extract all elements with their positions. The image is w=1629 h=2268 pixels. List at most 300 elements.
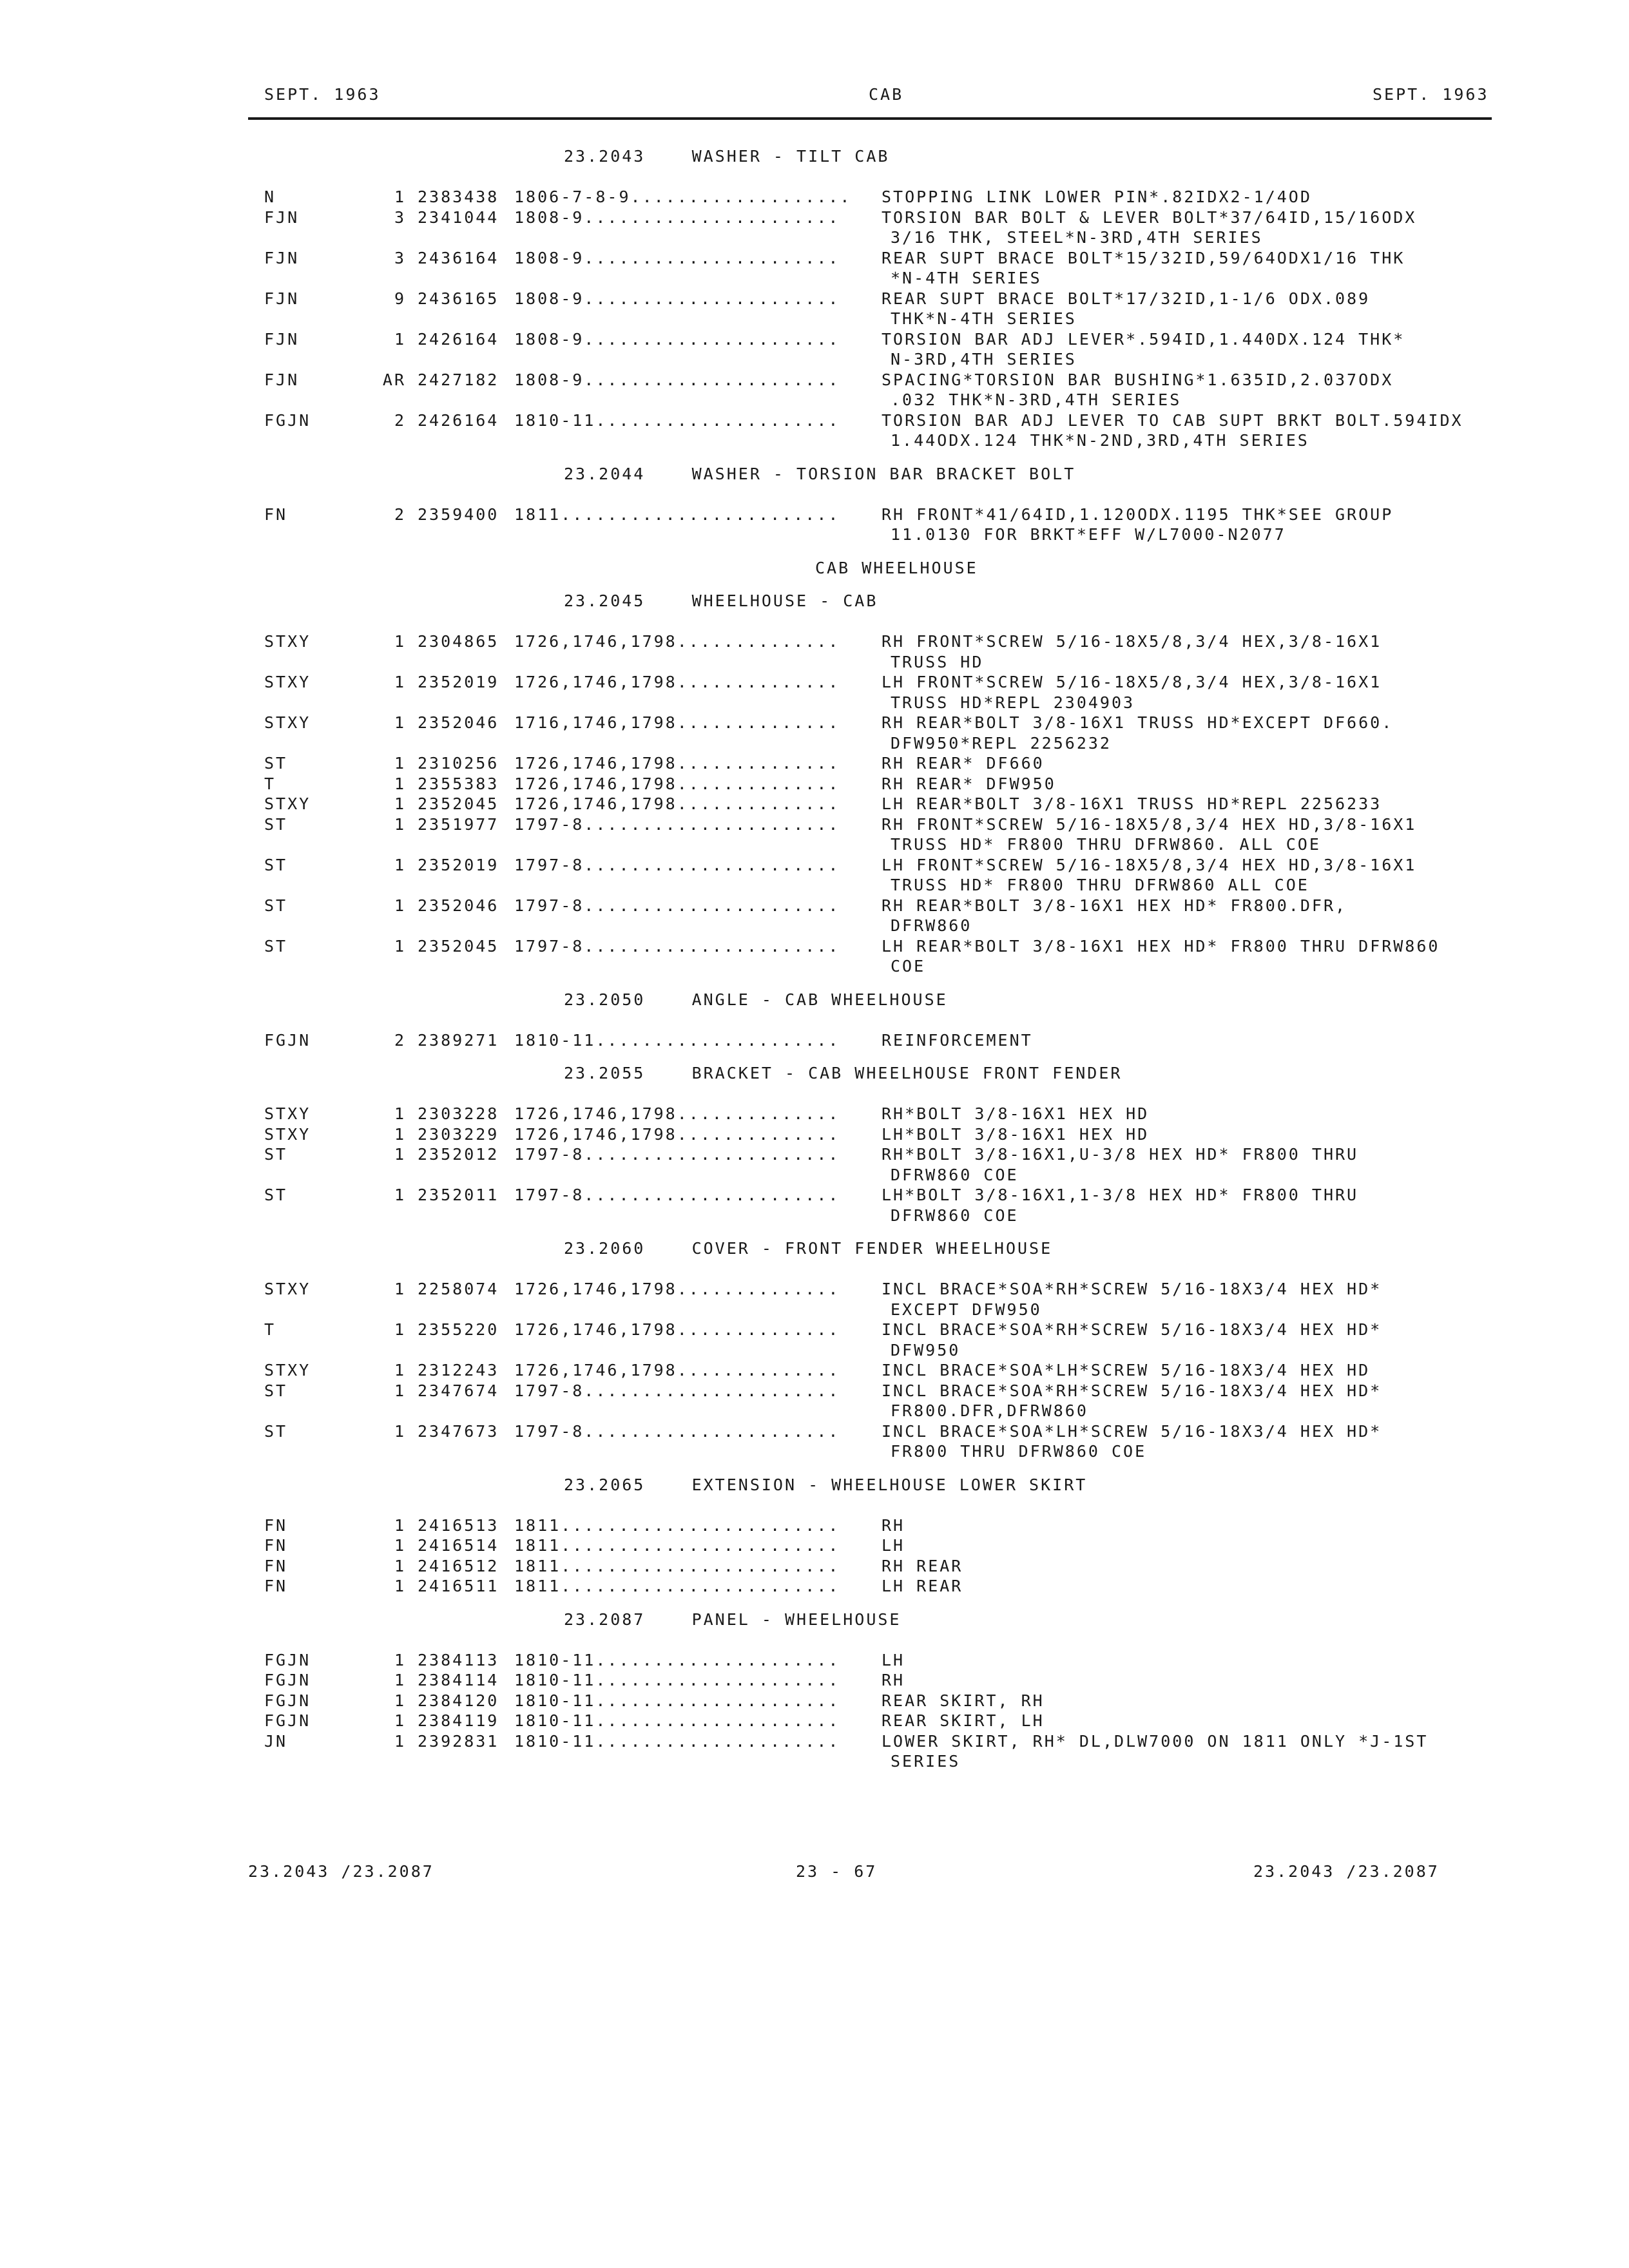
header-date-right: SEPT. 1963 <box>1373 85 1489 104</box>
part-number: 2426164 <box>418 329 499 349</box>
model-codes: STXY <box>264 632 311 651</box>
model-series: 1726,1746,1798.............. <box>514 1104 840 1123</box>
part-description: RH REAR*BOLT 3/8-16X1 TRUSS HD*EXCEPT DF660. <box>882 713 1394 732</box>
part-row <box>0 1651 1629 1671</box>
part-row-continued <box>0 693 1629 714</box>
part-description: LH*BOLT 3/8-16X1,1-3/8 HEX HD* FR800 THRU <box>882 1186 1359 1204</box>
model-codes: STXY <box>264 794 311 813</box>
model-series: 1811........................ <box>514 1536 840 1555</box>
part-number: 2347674 <box>418 1381 499 1400</box>
model-codes: ST <box>264 1381 288 1400</box>
quantity: 1 <box>394 1145 406 1164</box>
model-series: 1797-8...................... <box>514 1421 840 1441</box>
model-codes: ST <box>264 896 288 915</box>
footer-range-left: 23.2043 /23.2087 <box>248 1862 434 1881</box>
quantity: 1 <box>394 329 406 349</box>
quantity: 1 <box>394 1671 406 1689</box>
part-description: LH FRONT*SCREW 5/16-18X5/8,3/4 HEX,3/8-16X1 <box>882 673 1382 691</box>
model-series: 1726,1746,1798.............. <box>514 1124 840 1144</box>
part-description-continued: DFW950*REPL 2256232 <box>891 733 1112 753</box>
model-codes: ST <box>264 855 288 874</box>
model-codes: FN <box>264 1556 288 1575</box>
part-description: INCL BRACE*SOA*RH*SCREW 5/16-18X3/4 HEX HD* <box>882 1381 1382 1400</box>
quantity: 1 <box>394 1731 406 1751</box>
part-number: 2310256 <box>418 754 499 773</box>
part-description: LH REAR*BOLT 3/8-16X1 TRUSS HD*REPL 2256233 <box>882 794 1382 813</box>
quantity: 1 <box>394 1711 406 1730</box>
part-description: REAR SKIRT, LH <box>882 1711 1045 1730</box>
part-description: REAR SKIRT, RH <box>882 1691 1045 1710</box>
part-row <box>0 1361 1629 1381</box>
part-number: 2359400 <box>418 505 499 524</box>
part-number: 2352019 <box>418 673 499 691</box>
part-row-continued <box>0 734 1629 754</box>
quantity: 1 <box>394 1577 406 1595</box>
part-description: RH REAR <box>882 1556 963 1575</box>
part-row <box>0 937 1629 957</box>
model-series: 1808-9...................... <box>514 248 840 267</box>
part-row <box>0 208 1629 229</box>
group-heading <box>0 1475 1629 1496</box>
part-number: 2384113 <box>418 1650 499 1669</box>
quantity: AR <box>382 370 406 389</box>
model-series: 1811........................ <box>514 1577 840 1595</box>
spacer <box>0 485 1629 505</box>
part-description-continued: THK*N-4TH SERIES <box>891 309 1077 328</box>
part-row-continued <box>0 309 1629 330</box>
spacer <box>0 452 1629 465</box>
part-row <box>0 1577 1629 1597</box>
quantity: 1 <box>394 1691 406 1710</box>
model-codes: FJN <box>264 207 300 227</box>
model-codes: FGJN <box>264 1711 311 1730</box>
part-row-continued <box>0 1300 1629 1321</box>
parts-list <box>0 147 1629 1773</box>
part-row-continued <box>0 228 1629 249</box>
part-description-continued: TRUSS HD <box>891 652 984 671</box>
quantity: 1 <box>394 1104 406 1123</box>
part-number: 2347673 <box>418 1421 499 1441</box>
part-description-continued: TRUSS HD* FR800 THRU DFRW860. ALL COE <box>891 835 1321 854</box>
part-description-continued: FR800.DFR,DFRW860 <box>891 1401 1088 1420</box>
spacer <box>0 1597 1629 1610</box>
section-heading <box>0 559 1629 579</box>
part-row <box>0 1671 1629 1691</box>
header-section-title: CAB <box>869 85 904 104</box>
quantity: 2 <box>394 1030 406 1050</box>
part-row <box>0 1732 1629 1753</box>
model-codes: FGJN <box>264 1030 311 1050</box>
quantity: 1 <box>394 896 406 915</box>
part-number: 2303229 <box>418 1124 499 1144</box>
group-heading <box>0 1610 1629 1631</box>
part-row <box>0 505 1629 526</box>
part-row-continued <box>0 1166 1629 1186</box>
model-series: 1726,1746,1798.............. <box>514 754 840 773</box>
quantity: 1 <box>394 936 406 956</box>
part-row <box>0 713 1629 734</box>
part-description: LH REAR*BOLT 3/8-16X1 HEX HD* FR800 THRU DFRW860 <box>882 936 1440 956</box>
group-heading-text: 23.2044 WASHER - TORSION BAR BRACKET BOLT <box>564 464 1076 483</box>
part-description-continued: N-3RD,4TH SERIES <box>891 350 1077 369</box>
part-description-continued: 1.44ODX.124 THK*N-2ND,3RD,4TH SERIES <box>891 431 1309 450</box>
header-date-left: SEPT. 1963 <box>264 85 381 104</box>
part-number: 2392831 <box>418 1731 499 1751</box>
part-row-continued <box>0 525 1629 546</box>
part-description: INCL BRACE*SOA*LH*SCREW 5/16-18X3/4 HEX HD <box>882 1361 1371 1379</box>
model-series: 1797-8...................... <box>514 1145 840 1164</box>
part-description-continued: EXCEPT DFW950 <box>891 1300 1042 1319</box>
quantity: 1 <box>394 1280 406 1298</box>
part-number: 2436165 <box>418 289 499 308</box>
spacer <box>0 1630 1629 1651</box>
part-row-continued <box>0 350 1629 370</box>
group-heading-text: 23.2050 ANGLE - CAB WHEELHOUSE <box>564 990 948 1009</box>
model-codes: ST <box>264 754 288 773</box>
quantity: 1 <box>394 1515 406 1535</box>
part-description: REAR SUPT BRACE BOLT*15/32ID,59/64ODX1/16 THK <box>882 248 1405 267</box>
spacer <box>0 1226 1629 1239</box>
model-series: 1810-11..................... <box>514 1030 840 1050</box>
part-row-continued <box>0 390 1629 411</box>
group-heading <box>0 990 1629 1011</box>
spacer <box>0 1084 1629 1105</box>
header-rule <box>248 117 1492 120</box>
spacer <box>0 612 1629 633</box>
section-heading-text: CAB WHEELHOUSE <box>815 558 978 577</box>
spacer <box>0 1463 1629 1475</box>
model-series: 1810-11..................... <box>514 1650 840 1669</box>
part-description-continued: COE <box>891 957 926 975</box>
part-description: INCL BRACE*SOA*LH*SCREW 5/16-18X3/4 HEX HD* <box>882 1421 1382 1441</box>
group-heading-text: 23.2055 BRACKET - CAB WHEELHOUSE FRONT FENDER <box>564 1064 1123 1082</box>
part-number: 2416511 <box>418 1577 499 1595</box>
part-row-continued <box>0 269 1629 289</box>
model-codes: T <box>264 774 276 793</box>
part-row <box>0 1557 1629 1577</box>
model-codes: FGJN <box>264 1671 311 1689</box>
quantity: 1 <box>394 673 406 691</box>
model-series: 1797-8...................... <box>514 896 840 915</box>
group-heading-text: 23.2060 COVER - FRONT FENDER WHEELHOUSE <box>564 1239 1053 1258</box>
quantity: 2 <box>394 505 406 524</box>
part-description: RH REAR* DF660 <box>882 754 1045 773</box>
part-row <box>0 330 1629 351</box>
model-series: 1808-9...................... <box>514 289 840 308</box>
part-description: REINFORCEMENT <box>882 1030 1033 1050</box>
model-codes: FJN <box>264 289 300 308</box>
spacer <box>0 1260 1629 1280</box>
part-description: RH REAR*BOLT 3/8-16X1 HEX HD* FR800.DFR, <box>882 896 1347 915</box>
quantity: 1 <box>394 187 406 206</box>
model-codes: ST <box>264 1145 288 1164</box>
part-row <box>0 249 1629 269</box>
quantity: 1 <box>394 1124 406 1144</box>
quantity: 1 <box>394 1421 406 1441</box>
part-description-continued: *N-4TH SERIES <box>891 269 1042 287</box>
model-series: 1726,1746,1798.............. <box>514 1361 840 1379</box>
part-row-continued <box>0 1752 1629 1773</box>
part-description-continued: DFW950 <box>891 1340 961 1360</box>
part-number: 2436164 <box>418 248 499 267</box>
model-codes: FN <box>264 1577 288 1595</box>
part-description: TORSION BAR BOLT & LEVER BOLT*37/64ID,15/16ODX <box>882 207 1417 227</box>
part-number: 2416512 <box>418 1556 499 1575</box>
quantity: 1 <box>394 774 406 793</box>
model-series: 1726,1746,1798.............. <box>514 1320 840 1339</box>
part-row <box>0 1711 1629 1732</box>
part-row <box>0 1516 1629 1537</box>
model-series: 1726,1746,1798.............. <box>514 774 840 793</box>
part-number: 2416514 <box>418 1536 499 1555</box>
part-row <box>0 411 1629 432</box>
model-series: 1811........................ <box>514 1515 840 1535</box>
part-number: 2304865 <box>418 632 499 651</box>
part-row <box>0 370 1629 391</box>
part-description: RH FRONT*41/64ID,1.120ODX.1195 THK*SEE GROUP <box>882 505 1394 524</box>
part-description: TORSION BAR ADJ LEVER TO CAB SUPT BRKT BOLT.594IDX <box>882 410 1463 430</box>
part-number: 2426164 <box>418 410 499 430</box>
model-series: 1810-11..................... <box>514 1671 840 1689</box>
spacer <box>0 579 1629 591</box>
part-number: 2389271 <box>418 1030 499 1050</box>
part-description-continued: DFRW860 <box>891 916 972 935</box>
part-number: 2258074 <box>418 1280 499 1298</box>
model-series: 1810-11..................... <box>514 1691 840 1710</box>
part-description: LOWER SKIRT, RH* DL,DLW7000 ON 1811 ONLY *J-1ST <box>882 1731 1429 1751</box>
part-row-continued <box>0 1401 1629 1422</box>
part-number: 2355383 <box>418 774 499 793</box>
quantity: 1 <box>394 814 406 834</box>
spacer <box>0 168 1629 188</box>
model-codes: STXY <box>264 1104 311 1123</box>
quantity: 1 <box>394 794 406 813</box>
part-description: RH REAR* DFW950 <box>882 774 1056 793</box>
part-row <box>0 815 1629 836</box>
part-description: TORSION BAR ADJ LEVER*.594ID,1.440DX.124 THK* <box>882 329 1405 349</box>
part-description: LH FRONT*SCREW 5/16-18X5/8,3/4 HEX HD,3/8-16X1 <box>882 855 1417 874</box>
part-description: LH <box>882 1650 905 1669</box>
part-description: INCL BRACE*SOA*RH*SCREW 5/16-18X3/4 HEX HD* <box>882 1280 1382 1298</box>
model-series: 1797-8...................... <box>514 855 840 874</box>
model-series: 1806-7-8-9................... <box>514 187 852 206</box>
part-row-continued <box>0 1206 1629 1227</box>
part-row-continued <box>0 653 1629 673</box>
model-codes: STXY <box>264 1124 311 1144</box>
part-row-continued <box>0 1442 1629 1463</box>
part-row <box>0 187 1629 208</box>
part-description: RH*BOLT 3/8-16X1,U-3/8 HEX HD* FR800 THRU <box>882 1145 1359 1164</box>
part-number: 2355220 <box>418 1320 499 1339</box>
part-description: RH <box>882 1515 905 1535</box>
spacer <box>0 1051 1629 1064</box>
part-number: 2352045 <box>418 936 499 956</box>
part-description-continued: .032 THK*N-3RD,4TH SERIES <box>891 390 1182 409</box>
part-row <box>0 856 1629 876</box>
model-codes: FGJN <box>264 1691 311 1710</box>
spacer <box>0 546 1629 559</box>
part-description: REAR SUPT BRACE BOLT*17/32ID,1-1/6 ODX.089 <box>882 289 1371 308</box>
part-row-continued <box>0 1341 1629 1361</box>
quantity: 1 <box>394 1361 406 1379</box>
spacer <box>0 1495 1629 1516</box>
part-number: 2341044 <box>418 207 499 227</box>
model-series: 1808-9...................... <box>514 207 840 227</box>
group-heading-text: 23.2045 WHEELHOUSE - CAB <box>564 591 878 610</box>
part-description: INCL BRACE*SOA*RH*SCREW 5/16-18X3/4 HEX HD* <box>882 1320 1382 1339</box>
part-description-continued: FR800 THRU DFRW860 COE <box>891 1442 1147 1461</box>
model-series: 1726,1746,1798.............. <box>514 673 840 691</box>
part-row <box>0 1186 1629 1206</box>
part-row <box>0 1536 1629 1557</box>
part-row <box>0 1145 1629 1166</box>
part-row <box>0 754 1629 774</box>
model-codes: ST <box>264 1421 288 1441</box>
model-codes: JN <box>264 1731 288 1751</box>
part-description-continued: 11.0130 FOR BRKT*EFF W/L7000-N2077 <box>891 525 1286 544</box>
model-series: 1726,1746,1798.............. <box>514 632 840 651</box>
model-series: 1726,1746,1798.............. <box>514 1280 840 1298</box>
part-row <box>0 1691 1629 1712</box>
part-description: RH FRONT*SCREW 5/16-18X5/8,3/4 HEX HD,3/8-16X1 <box>882 814 1417 834</box>
model-series: 1810-11..................... <box>514 1731 840 1751</box>
part-number: 2352046 <box>418 713 499 732</box>
part-description: STOPPING LINK LOWER PIN*.82IDX2-1/4OD <box>882 187 1312 206</box>
part-description: LH*BOLT 3/8-16X1 HEX HD <box>882 1124 1150 1144</box>
model-codes: FGJN <box>264 1650 311 1669</box>
model-codes: FN <box>264 1515 288 1535</box>
quantity: 1 <box>394 1650 406 1669</box>
part-row <box>0 1125 1629 1146</box>
part-number: 2352046 <box>418 896 499 915</box>
part-description: RH <box>882 1671 905 1689</box>
part-number: 2312243 <box>418 1361 499 1379</box>
quantity: 1 <box>394 754 406 773</box>
model-series: 1797-8...................... <box>514 814 840 834</box>
model-series: 1797-8...................... <box>514 1186 840 1204</box>
quantity: 1 <box>394 632 406 651</box>
part-row <box>0 1031 1629 1052</box>
group-heading <box>0 1239 1629 1260</box>
model-codes: FN <box>264 505 288 524</box>
part-number: 2352019 <box>418 855 499 874</box>
part-row <box>0 1381 1629 1402</box>
quantity: 1 <box>394 1556 406 1575</box>
model-codes: STXY <box>264 673 311 691</box>
part-number: 2416513 <box>418 1515 499 1535</box>
part-row-continued <box>0 431 1629 452</box>
part-row <box>0 774 1629 795</box>
quantity: 3 <box>394 207 406 227</box>
part-row <box>0 289 1629 310</box>
quantity: 9 <box>394 289 406 308</box>
part-row <box>0 1422 1629 1443</box>
part-row-continued <box>0 876 1629 896</box>
footer-range-right: 23.2043 /23.2087 <box>1253 1862 1440 1881</box>
part-number: 2427182 <box>418 370 499 389</box>
model-codes: ST <box>264 936 288 956</box>
part-description: RH*BOLT 3/8-16X1 HEX HD <box>882 1104 1150 1123</box>
model-codes: FJN <box>264 370 300 389</box>
part-description-continued: DFRW860 COE <box>891 1165 1019 1184</box>
model-codes: FGJN <box>264 410 311 430</box>
part-number: 2384120 <box>418 1691 499 1710</box>
part-description: RH FRONT*SCREW 5/16-18X5/8,3/4 HEX,3/8-16X1 <box>882 632 1382 651</box>
model-series: 1726,1746,1798.............. <box>514 794 840 813</box>
part-row <box>0 1280 1629 1300</box>
quantity: 2 <box>394 410 406 430</box>
part-row <box>0 1104 1629 1125</box>
part-description: SPACING*TORSION BAR BUSHING*1.635ID,2.037ODX <box>882 370 1394 389</box>
group-heading-text: 23.2087 PANEL - WHEELHOUSE <box>564 1610 901 1629</box>
model-codes: ST <box>264 814 288 834</box>
model-codes: STXY <box>264 1280 311 1298</box>
part-number: 2384119 <box>418 1711 499 1730</box>
spacer <box>0 977 1629 990</box>
model-series: 1808-9...................... <box>514 329 840 349</box>
footer-page-number: 23 - 67 <box>796 1862 878 1881</box>
model-codes: FJN <box>264 329 300 349</box>
model-series: 1716,1746,1798.............. <box>514 713 840 732</box>
group-heading <box>0 147 1629 168</box>
model-series: 1797-8...................... <box>514 1381 840 1400</box>
group-heading-text: 23.2065 EXTENSION - WHEELHOUSE LOWER SKIRT <box>564 1475 1088 1494</box>
model-codes: N <box>264 187 276 206</box>
group-heading <box>0 465 1629 485</box>
model-codes: FN <box>264 1536 288 1555</box>
quantity: 1 <box>394 1381 406 1400</box>
model-series: 1808-9...................... <box>514 370 840 389</box>
part-description-continued: TRUSS HD*REPL 2304903 <box>891 693 1135 712</box>
model-codes: STXY <box>264 1361 311 1379</box>
model-series: 1811........................ <box>514 505 840 524</box>
part-row <box>0 794 1629 815</box>
part-number: 2384114 <box>418 1671 499 1689</box>
model-codes: T <box>264 1320 276 1339</box>
model-series: 1811........................ <box>514 1556 840 1575</box>
part-number: 2352045 <box>418 794 499 813</box>
part-description-continued: DFRW860 COE <box>891 1206 1019 1225</box>
part-row-continued <box>0 957 1629 977</box>
model-series: 1810-11..................... <box>514 1711 840 1730</box>
part-row <box>0 673 1629 693</box>
part-description: LH <box>882 1536 905 1555</box>
part-number: 2352011 <box>418 1186 499 1204</box>
part-row <box>0 632 1629 653</box>
part-number: 2352012 <box>418 1145 499 1164</box>
quantity: 1 <box>394 1536 406 1555</box>
model-codes: ST <box>264 1186 288 1204</box>
model-series: 1797-8...................... <box>514 936 840 956</box>
model-series: 1810-11..................... <box>514 410 840 430</box>
spacer <box>0 1010 1629 1031</box>
group-heading-text: 23.2043 WASHER - TILT CAB <box>564 147 890 166</box>
quantity: 1 <box>394 713 406 732</box>
group-heading <box>0 1064 1629 1084</box>
model-codes: STXY <box>264 713 311 732</box>
part-number: 2351977 <box>418 814 499 834</box>
part-row-continued <box>0 835 1629 856</box>
group-heading <box>0 591 1629 612</box>
part-description-continued: SERIES <box>891 1752 961 1771</box>
quantity: 1 <box>394 1320 406 1339</box>
part-description-continued: TRUSS HD* FR800 THRU DFRW860 ALL COE <box>891 876 1309 894</box>
quantity: 1 <box>394 1186 406 1204</box>
part-row <box>0 1320 1629 1341</box>
quantity: 1 <box>394 855 406 874</box>
part-description-continued: 3/16 THK, STEEL*N-3RD,4TH SERIES <box>891 228 1263 247</box>
part-description: LH REAR <box>882 1577 963 1595</box>
